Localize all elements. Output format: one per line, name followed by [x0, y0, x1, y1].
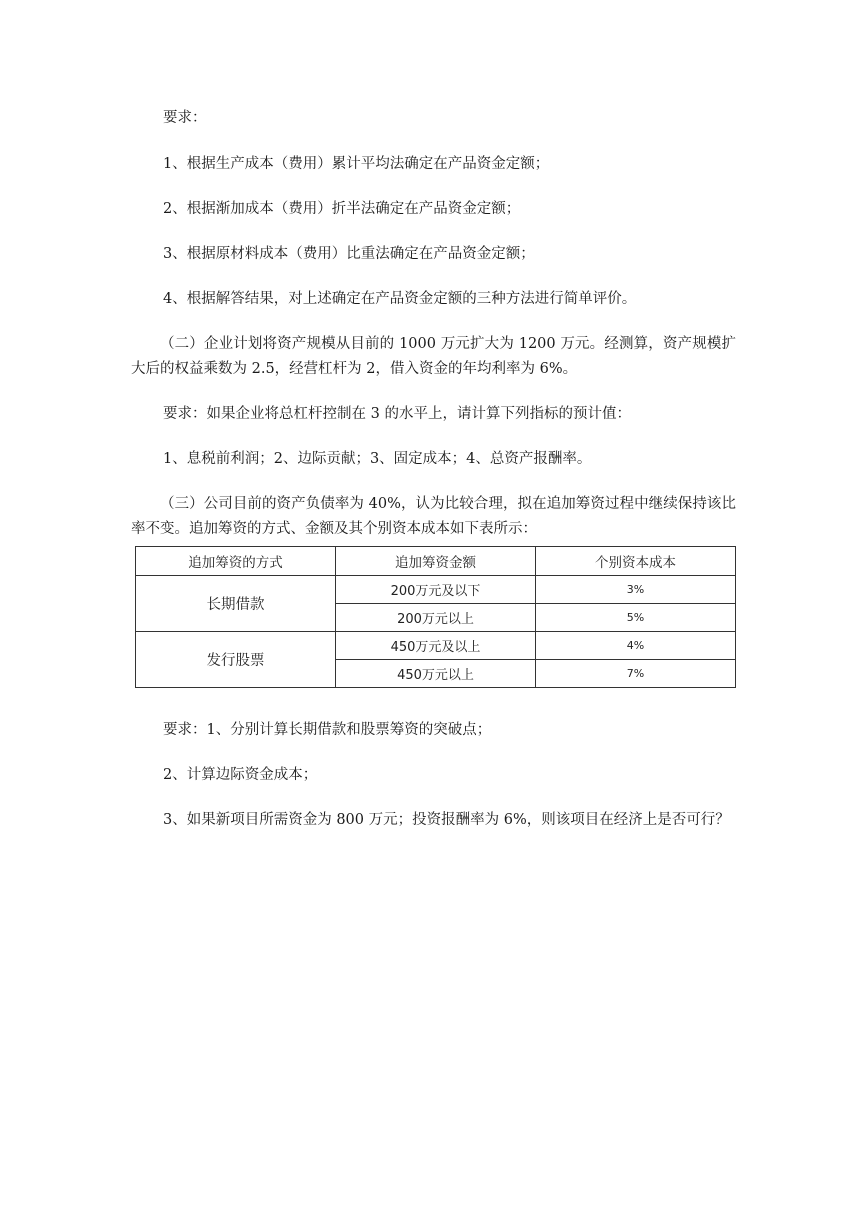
problem-2-indicators: 1、息税前利润；2、边际贡献；3、固定成本；4、总资产报酬率。 [163, 451, 592, 467]
method-cell: 长期借款 [136, 576, 336, 632]
rate-cell: 5% [536, 604, 736, 632]
table-header-row [136, 547, 736, 576]
requirement-item-1: 1、根据生产成本（费用）累计平均法确定在产品资金定额； [163, 156, 550, 172]
financing-cost-table [135, 546, 736, 688]
rate-cell: 4% [536, 632, 736, 660]
problem-3-text: （三）公司目前的资产负债率为 40%，认为比较合理，拟在追加筹资过程中继续保持该比率不变。追加筹资的方式、金额及其个别资本成本如下表所示： [131, 496, 736, 537]
table-row [136, 576, 736, 604]
method-cell: 发行股票 [136, 632, 336, 688]
amount-cell: 450万元及以上 [336, 632, 536, 660]
problem-3-requirement-2: 2、计算边际资金成本； [163, 767, 318, 783]
table-row [136, 632, 736, 660]
amount-cell: 450万元以上 [336, 660, 536, 688]
amount-cell: 200万元及以下 [336, 576, 536, 604]
problem-2-requirement: 要求：如果企业将总杠杆控制在 3 的水平上，请计算下列指标的预计值： [163, 406, 631, 422]
header-cost: 个别资本成本 [536, 547, 736, 576]
requirement-item-3: 3、根据原材料成本（费用）比重法确定在产品资金定额； [163, 246, 535, 262]
problem-3-requirement-3: 3、如果新项目所需资金为 800 万元；投资报酬率为 6%，则该项目在经济上是否可行？ [163, 812, 730, 828]
rate-cell: 7% [536, 660, 736, 688]
header-amount: 追加筹资金额 [336, 547, 536, 576]
problem-2-text: （二）企业计划将资产规模从目前的 1000 万元扩大为 1200 万元。经测算，资产规模扩大后的权益乘数为 2.5，经营杠杆为 2，借入资金的年均利率为 6%。 [131, 336, 736, 377]
amount-cell: 200万元以上 [336, 604, 536, 632]
requirement-item-4: 4、根据解答结果，对上述确定在产品资金定额的三种方法进行简单评价。 [163, 291, 637, 307]
header-method: 追加筹资的方式 [136, 547, 336, 576]
rate-cell: 3% [536, 576, 736, 604]
requirement-item-2: 2、根据渐加成本（费用）折半法确定在产品资金定额； [163, 201, 521, 217]
problem-3-requirement-1: 要求：1、分别计算长期借款和股票筹资的突破点； [163, 722, 492, 738]
requirement-heading: 要求： [163, 110, 207, 126]
